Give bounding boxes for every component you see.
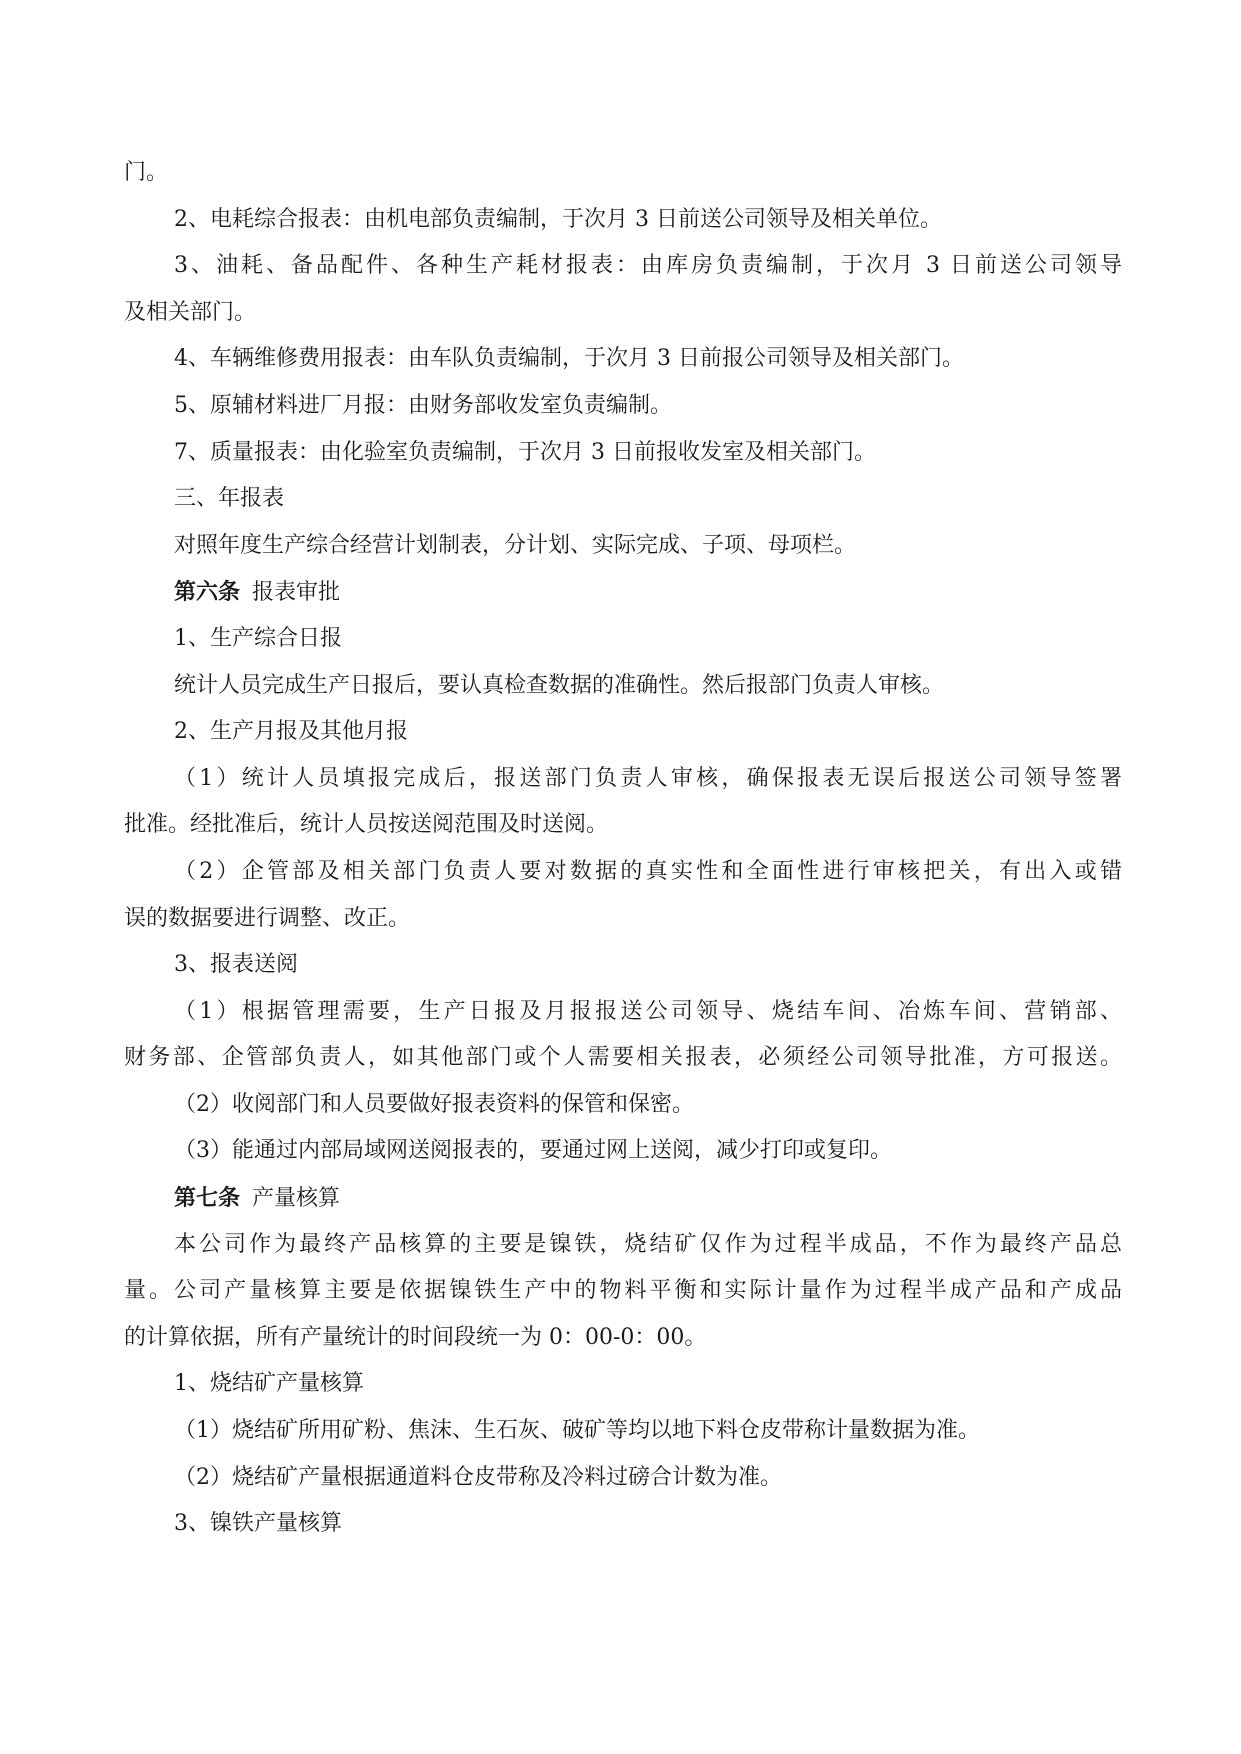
paragraph-line: 财务部、企管部负责人，如其他部门或个人需要相关报表，必须经公司领导批准，方可报送。 — [124, 1045, 1122, 1071]
paragraph-line: 7、质量报表：由化验室负责编制，于次月 3 日前报收发室及相关部门。 — [174, 439, 876, 465]
section-heading: 三、年报表 — [174, 486, 285, 512]
paragraph-line: 2、电耗综合报表：由机电部负责编制，于次月 3 日前送公司领导及相关单位。 — [174, 206, 942, 232]
paragraph-line: 及相关部门。 — [124, 299, 257, 325]
paragraph-line: 2、生产月报及其他月报 — [174, 719, 408, 745]
paragraph-line: 统计人员完成生产日报后，要认真检查数据的准确性。然后报部门负责人审核。 — [174, 672, 945, 698]
paragraph-line: 的计算依据，所有产量统计的时间段统一为 0：00-0：00。 — [124, 1324, 707, 1350]
paragraph-line: （3）能通过内部局域网送阅报表的，要通过网上送阅，减少打印或复印。 — [174, 1138, 892, 1164]
paragraph-line: （2）企管部及相关部门负责人要对数据的真实性和全面性进行审核把关，有出入或错 — [174, 858, 1122, 884]
paragraph-line: 门。 — [124, 160, 169, 185]
article-heading — [124, 1175, 1122, 1222]
paragraph-line: 对照年度生产综合经营计划制表，分计划、实际完成、子项、母项栏。 — [174, 532, 857, 558]
paragraph-line: （2）烧结矿产量根据通道料仓皮带称及冷料过磅合计数为准。 — [174, 1464, 782, 1490]
article-heading — [124, 569, 1122, 616]
paragraph-line: （1）烧结矿所用矿粉、焦沫、生石灰、破矿等均以地下料仓皮带称计量数据为准。 — [174, 1418, 980, 1444]
paragraph-line: 4、车辆维修费用报表：由车队负责编制，于次月 3 日前报公司领导及相关部门。 — [174, 346, 964, 372]
paragraph-line: 1、烧结矿产量核算 — [174, 1371, 364, 1397]
paragraph-line: 5、原辅材料进厂月报：由财务部收发室负责编制。 — [174, 392, 672, 418]
paragraph-line: （1）根据管理需要，生产日报及月报报送公司领导、烧结车间、冶炼车间、营销部、 — [174, 998, 1122, 1024]
article-number: 第七条 — [174, 1185, 241, 1212]
paragraph-line: 误的数据要进行调整、改正。 — [124, 905, 411, 931]
paragraph-line: 3、油耗、备品配件、各种生产耗材报表：由库房负责编制，于次月 3 日前送公司领导 — [174, 253, 1122, 279]
article-title: 报表审批 — [252, 580, 341, 606]
paragraph-line: 3、镍铁产量核算 — [174, 1511, 342, 1537]
paragraph-line: 本公司作为最终产品核算的主要是镍铁，烧结矿仅作为过程半成品，不作为最终产品总 — [174, 1231, 1122, 1257]
article-title: 产量核算 — [252, 1186, 341, 1212]
paragraph-line: （2）收阅部门和人员要做好报表资料的保管和保密。 — [174, 1091, 694, 1117]
paragraph-line: （1）统计人员填报完成后，报送部门负责人审核，确保报表无误后报送公司领导签署 — [174, 765, 1122, 791]
paragraph-line: 批准。经批准后，统计人员按送阅范围及时送阅。 — [124, 812, 609, 838]
paragraph-line: 1、生产综合日报 — [174, 625, 342, 651]
paragraph-line: 量。公司产量核算主要是依据镍铁生产中的物料平衡和实际计量作为过程半成产品和产成品 — [124, 1278, 1122, 1304]
article-number: 第六条 — [174, 579, 241, 606]
paragraph-line: 3、报表送阅 — [174, 952, 298, 978]
document-body — [124, 150, 1122, 1548]
